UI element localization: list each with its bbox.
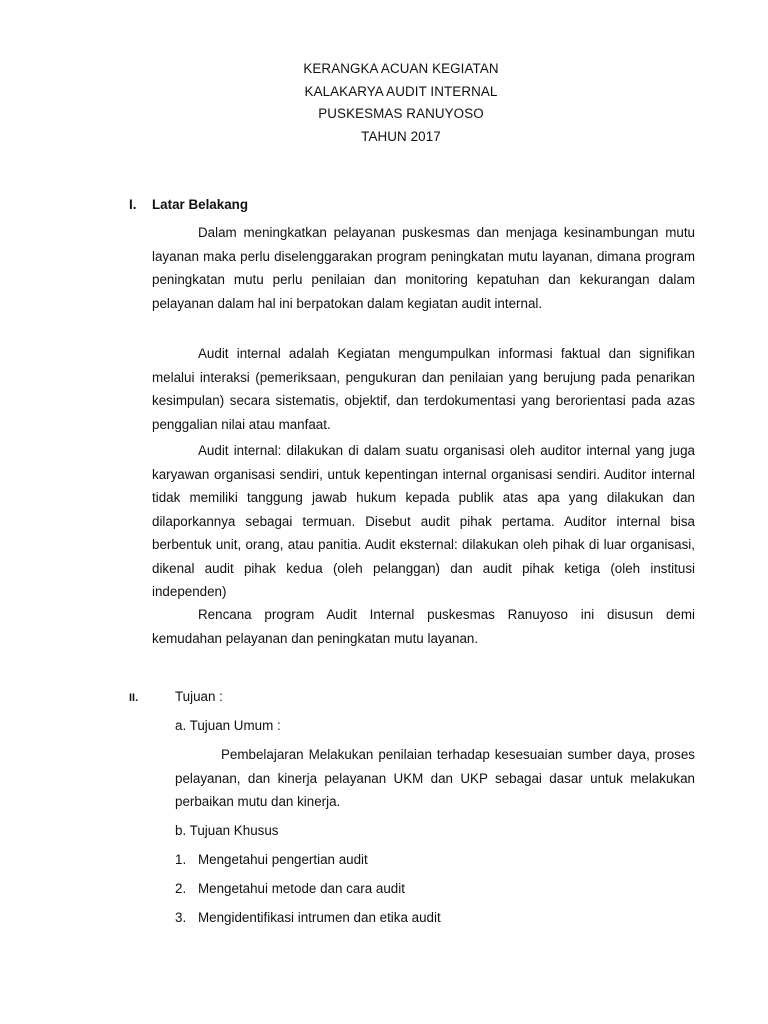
section-1-title: Latar Belakang bbox=[152, 197, 249, 212]
list-item-text: Mengetahui metode dan cara audit bbox=[198, 881, 405, 896]
list-item bbox=[175, 908, 441, 928]
list-item-number: 2. bbox=[175, 881, 187, 896]
section-1-number: I. bbox=[129, 197, 137, 212]
list-item-number: 3. bbox=[175, 910, 187, 925]
section-1-paragraph-2: Audit internal adalah Kegiatan mengumpulkan informasi faktual dan signifikan melalui interaksi (pemeriksaan, pengukuran dan penilaian yang berujung pada penarikan kesimpulan) secara sistematis, objektif, dan terdokumentasi yang berorientasi pada azas penggalian nilai atau manfaat. bbox=[152, 346, 695, 432]
title-line-1: KERANGKA ACUAN KEGIATAN bbox=[303, 61, 499, 76]
tujuan-umum-paragraph: Pembelajaran Melakukan penilaian terhadap kesesuaian sumber daya, proses pelayanan, dan kinerja pelayanan UKM dan UKP sebagai dasar untuk melakukan perbaikan mutu dan kinerja. bbox=[175, 747, 695, 809]
tujuan-umum-label: a. Tujuan Umum : bbox=[175, 718, 281, 733]
list-item-number: 1. bbox=[175, 852, 187, 867]
title-line-2: KALAKARYA AUDIT INTERNAL bbox=[304, 83, 498, 99]
tujuan-khusus-label: b. Tujuan Khusus bbox=[175, 823, 279, 838]
section-2-title: Tujuan : bbox=[175, 689, 223, 704]
list-item bbox=[175, 879, 405, 899]
section-1-paragraph-4: Rencana program Audit Internal puskesmas Ranuyoso ini disusun demi kemudahan pelayanan dan peningkatan mutu layanan. bbox=[152, 607, 695, 646]
list-item-text: Mengetahui pengertian audit bbox=[198, 852, 368, 867]
title-line-3: PUSKESMAS RANUYOSO bbox=[318, 106, 484, 121]
section-1-paragraph-3: Audit internal: dilakukan di dalam suatu organisasi oleh auditor internal yang juga karyawan organisasi sendiri, untuk kepentingan internal organisasi sendiri. Auditor internal tidak memiliki tanggung jawab hukum kepada publik atas apa yang dilakukan dan dilaporkannya sebagai termuan. Disebut audit pihak pertama. Auditor internal bisa berbentuk unit, orang, atau panitia. Audit eksternal: dilakukan oleh pihak di luar organisasi, dikenal audit pihak kedua (oleh pelanggan) dan audit pihak ketiga (oleh institusi independen) bbox=[152, 443, 695, 599]
list-item-text: Mengidentifikasi intrumen dan etika audit bbox=[198, 910, 441, 925]
document-title bbox=[0, 58, 768, 148]
list-item bbox=[175, 850, 368, 870]
section-2-number: II. bbox=[129, 692, 139, 704]
section-1-paragraph-1: Dalam meningkatkan pelayanan puskesmas dan menjaga kesinambungan mutu layanan maka perlu diselenggarakan program peningkatan mutu layanan, dimana program peningkatan mutu perlu penilaian dan monitoring kepatuhan dan kekurangan dalam pelayanan dalam hal ini berpatokan dalam kegiatan audit internal. bbox=[152, 225, 695, 311]
title-line-4: TAHUN 2017 bbox=[361, 128, 441, 144]
